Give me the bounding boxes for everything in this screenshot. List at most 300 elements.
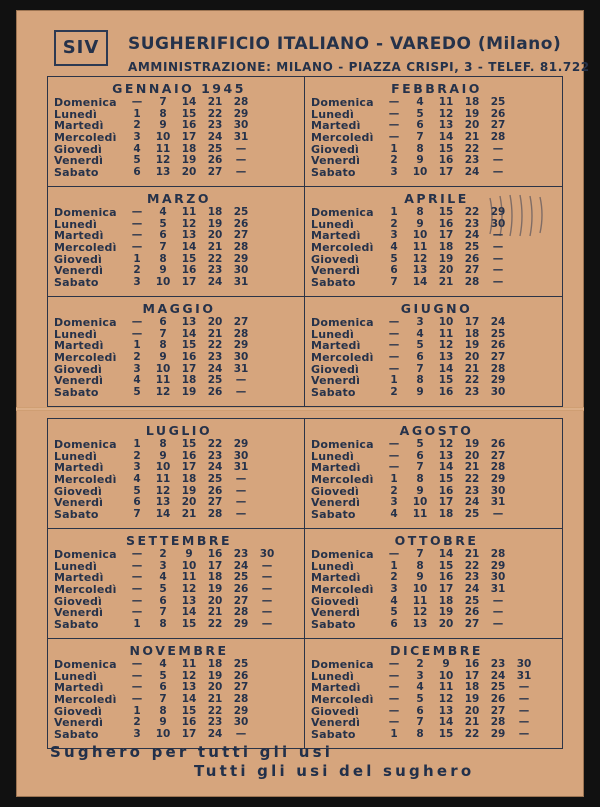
day-number: — [261,618,273,631]
day-number: 12 [438,693,454,706]
day-number: 12 [438,107,454,120]
day-number: 13 [412,618,428,631]
day-number: — [131,548,143,560]
day-number: 26 [207,154,223,167]
day-number: 19 [181,154,197,167]
day-number: — [518,728,530,741]
day-number: 9 [442,658,450,670]
day-number: 28 [490,131,506,144]
weekday-name: Mercoledì [54,351,117,365]
day-number: 5 [133,484,141,497]
weekday-name: Mercoledì [54,473,117,487]
day-number: 26 [233,217,249,230]
weekday-row [311,694,562,706]
day-number: 19 [464,107,480,120]
day-number: 24 [464,496,480,509]
day-number: 14 [412,276,428,289]
day-number: — [492,594,504,607]
weekday-row [311,132,562,144]
day-number: 5 [159,217,167,230]
weekday-name: Lunedì [311,559,354,573]
day-number: 9 [416,484,424,497]
weekday-name: Sabato [54,276,99,290]
day-number: 7 [159,606,167,619]
day-number: 20 [464,119,480,132]
weekday-row [54,729,304,741]
day-number: — [492,241,504,254]
day-number: 27 [207,166,223,179]
day-number: 12 [412,606,428,619]
day-number: 22 [207,704,223,717]
weekday-name: Domenica [54,658,117,671]
day-number: 8 [159,339,167,352]
day-number: 2 [390,154,398,167]
day-number: 17 [464,669,480,682]
month-row [48,638,562,748]
day-number: 20 [207,681,223,694]
day-number: 30 [233,264,249,277]
day-number: 6 [390,618,398,631]
month-block [305,297,562,406]
day-number: — [388,693,400,706]
weekday-name: Giovedì [54,484,103,498]
day-number: — [388,716,400,729]
day-number: 25 [207,374,223,387]
day-number: 10 [412,229,428,242]
weekday-name: Venerdì [311,606,361,620]
weekday-name: Sabato [54,166,99,180]
day-number: 29 [490,374,506,387]
day-number: — [235,496,247,509]
day-number: 22 [207,252,223,265]
weekday-name: Domenica [311,658,374,671]
day-number: 6 [133,166,141,179]
day-number: 7 [416,131,424,144]
day-number: 13 [438,449,454,462]
day-number: — [131,217,143,230]
day-number: 13 [181,681,197,694]
day-number: 3 [133,461,141,474]
day-number: 27 [207,496,223,509]
day-number: 16 [438,386,454,399]
weekday-row [311,352,562,364]
day-number: 12 [181,583,197,596]
weekday-name: Giovedì [54,704,103,718]
siv-logo: SIV [54,30,108,66]
day-number: 14 [438,461,454,474]
weekday-row [311,509,562,521]
day-number: 18 [181,473,197,486]
calendar-grid-second-half [47,418,563,749]
day-number: 6 [416,449,424,462]
month-block [48,529,305,638]
day-number: 10 [181,559,197,572]
day-number: 15 [438,559,454,572]
day-number: 4 [416,327,424,340]
day-number: — [518,681,530,694]
day-number: 25 [464,508,480,521]
day-number: 28 [233,606,249,619]
day-number: 11 [438,96,454,108]
day-number: 22 [464,559,480,572]
day-number: — [388,681,400,694]
day-number: 18 [181,142,197,155]
weekday-name: Lunedì [54,107,97,121]
day-number: 8 [416,142,424,155]
day-number: 12 [412,252,428,265]
month-block [305,529,562,638]
day-number: 21 [207,241,223,254]
day-number: 12 [155,386,171,399]
weekday-name: Domenica [54,96,117,109]
day-number: — [388,316,400,328]
weekday-row [311,549,562,561]
weekday-row [311,474,562,486]
calendar-grid-first-half [47,76,563,407]
day-number: — [492,229,504,242]
day-number: 14 [181,241,197,254]
day-number: 23 [207,449,223,462]
day-number: 7 [416,461,424,474]
day-number: 9 [159,449,167,462]
month-name: APRILE [404,191,469,206]
day-number: — [388,548,400,560]
day-number: 16 [181,716,197,729]
day-number: 22 [207,438,223,450]
weekday-row [54,277,304,289]
day-number: — [131,571,143,584]
day-number: 7 [416,362,424,375]
day-number: 8 [159,438,167,450]
day-number: 1 [133,438,141,450]
day-number: 13 [181,316,197,328]
day-number: 10 [438,669,454,682]
day-number: 28 [490,461,506,474]
month-name: AGOSTO [399,423,474,438]
day-number: 17 [181,362,197,375]
day-number: 24 [464,583,480,596]
company-address: AMMINISTRAZIONE: MILANO - PIAZZA CRISPI, 3 - TELEF. 81.722 [128,60,590,74]
day-number: 8 [416,728,424,741]
weekday-name: Sabato [54,386,99,400]
day-number: 16 [181,264,197,277]
slogan-line-1: Sughero per tutti gli usi [50,743,334,761]
day-number: 24 [207,362,223,375]
month-block [48,187,305,296]
day-number: 19 [464,339,480,352]
day-number: — [235,508,247,521]
day-number: 20 [464,704,480,717]
day-number: — [131,606,143,619]
month-name: SETTEMBRE [125,533,233,548]
day-number: 8 [416,206,424,218]
day-number: 15 [438,142,454,155]
day-number: 27 [464,618,480,631]
day-number: 31 [490,496,506,509]
day-number: 24 [207,728,223,741]
day-number: 15 [181,438,197,450]
day-number: 22 [464,142,480,155]
weekday-name: Domenica [311,206,374,219]
day-number: 8 [159,107,167,120]
day-number: — [388,107,400,120]
day-number: 1 [390,473,398,486]
day-number: 17 [181,461,197,474]
day-number: 15 [181,107,197,120]
weekday-name: Mercoledì [54,131,117,145]
day-number: 12 [438,339,454,352]
day-number: 18 [207,206,223,218]
day-number: 3 [390,229,398,242]
day-number: — [131,594,143,607]
day-number: 11 [412,241,428,254]
day-number: 23 [207,351,223,364]
day-number: 5 [416,438,424,450]
weekday-name: Lunedì [54,449,97,463]
day-number: 7 [416,548,424,560]
weekday-name: Domenica [311,438,374,451]
day-number: 17 [207,559,223,572]
day-number: — [235,166,247,179]
day-number: 28 [233,693,249,706]
day-number: 18 [207,571,223,584]
weekday-name: Lunedì [311,669,354,683]
day-number: — [131,669,143,682]
weekday-row [311,584,562,596]
day-number: 5 [416,693,424,706]
weekday-row [54,659,304,671]
day-number: 21 [207,96,223,108]
day-number: 29 [233,438,249,450]
day-number: 27 [490,704,506,717]
day-number: 6 [416,704,424,717]
day-number: 6 [159,229,167,242]
day-number: 23 [207,716,223,729]
day-number: 23 [464,484,480,497]
day-number: 5 [416,339,424,352]
weekday-name: Martedì [54,681,104,695]
month-block [48,419,305,528]
day-number: 21 [181,508,197,521]
day-number: — [388,438,400,450]
month-block [48,77,305,186]
weekday-row [54,207,304,219]
day-number: 10 [155,461,171,474]
day-number: 21 [464,362,480,375]
day-number: 18 [438,594,454,607]
weekday-row [54,474,304,486]
day-number: 25 [464,241,480,254]
month-row [48,296,562,406]
day-number: 17 [438,496,454,509]
day-number: 19 [438,606,454,619]
month-block [305,639,562,748]
day-number: 4 [133,473,141,486]
weekday-name: Giovedì [54,594,103,608]
day-number: 31 [233,362,249,375]
day-number: 2 [390,217,398,230]
day-number: 18 [464,681,480,694]
weekday-name: Mercoledì [54,693,117,707]
day-number: 4 [133,142,141,155]
day-number: — [131,559,143,572]
day-number: 1 [133,252,141,265]
day-number: 28 [233,96,249,108]
day-number: 26 [490,107,506,120]
day-number: 29 [233,107,249,120]
day-number: 27 [490,449,506,462]
day-number: 10 [155,362,171,375]
day-number: 29 [490,559,506,572]
weekday-name: Martedì [54,571,104,585]
day-number: 8 [416,473,424,486]
day-number: 1 [390,206,398,218]
day-number: 27 [233,229,249,242]
day-number: 1 [133,107,141,120]
day-number: 13 [155,496,171,509]
weekday-name: Mercoledì [311,131,374,145]
day-number: 29 [233,252,249,265]
day-number: 22 [464,374,480,387]
month-block [48,639,305,748]
day-number: 29 [490,728,506,741]
day-number: 6 [133,496,141,509]
day-number: 25 [490,327,506,340]
weekday-row [311,619,562,631]
weekday-name: Domenica [311,548,374,561]
weekday-name: Lunedì [311,217,354,231]
weekday-name: Venerdì [54,496,104,510]
day-number: 11 [155,374,171,387]
day-number: — [131,96,143,108]
day-number: 27 [490,119,506,132]
day-number: 9 [416,386,424,399]
day-number: 20 [181,166,197,179]
day-number: 23 [233,548,249,560]
month-name: NOVEMBRE [129,643,229,658]
day-number: — [261,559,273,572]
day-number: 30 [490,386,506,399]
weekday-name: Giovedì [311,704,360,718]
calendar-card [16,10,590,797]
weekday-row [54,317,304,329]
weekday-name: Martedì [311,339,361,353]
day-number: 24 [490,669,506,682]
day-number: 5 [390,252,398,265]
day-number: 26 [490,693,506,706]
day-number: 26 [464,606,480,619]
day-number: 6 [159,316,167,328]
day-number: — [235,386,247,399]
weekday-name: Lunedì [311,449,354,463]
month-row [48,419,562,528]
weekday-row [311,729,562,741]
day-number: 19 [438,252,454,265]
day-number: 6 [390,264,398,277]
day-number: — [131,316,143,328]
weekday-name: Venerdì [311,374,361,388]
day-number: 30 [516,658,532,670]
day-number: 22 [464,206,480,218]
day-number: 3 [159,559,167,572]
day-number: — [131,327,143,340]
day-number: 16 [438,217,454,230]
day-number: 6 [416,351,424,364]
day-number: — [388,704,400,717]
weekday-name: Sabato [311,728,356,742]
weekday-name: Lunedì [54,559,97,573]
day-number: 2 [390,386,398,399]
weekday-name: Mercoledì [311,351,374,365]
month-block [305,77,562,186]
weekday-name: Martedì [54,119,104,133]
day-number: 2 [133,716,141,729]
day-number: 5 [133,386,141,399]
day-number: — [492,264,504,277]
day-number: — [261,606,273,619]
weekday-row [311,317,562,329]
day-number: 5 [416,107,424,120]
day-number: 20 [207,594,223,607]
day-number: 22 [464,728,480,741]
day-number: 6 [416,119,424,132]
day-number: 19 [181,386,197,399]
day-number: 3 [416,669,424,682]
day-number: 11 [412,594,428,607]
day-number: 1 [390,142,398,155]
day-number: 26 [490,339,506,352]
weekday-name: Venerdì [54,264,104,278]
month-name: DICEMBRE [390,643,483,658]
day-number: 13 [438,704,454,717]
day-number: 30 [233,449,249,462]
day-number: 27 [464,264,480,277]
day-number: 15 [438,728,454,741]
day-number: 24 [207,461,223,474]
day-number: 18 [438,508,454,521]
day-number: 17 [181,276,197,289]
day-number: — [261,571,273,584]
weekday-row [311,387,562,399]
day-number: — [492,154,504,167]
day-number: 2 [133,264,141,277]
day-number: 7 [159,693,167,706]
day-number: 18 [207,658,223,670]
day-number: 7 [159,96,167,108]
day-number: 5 [133,154,141,167]
day-number: 23 [464,154,480,167]
day-number: 17 [438,229,454,242]
day-number: — [388,327,400,340]
day-number: 5 [159,583,167,596]
day-number: 23 [490,658,506,670]
day-number: 15 [181,252,197,265]
day-number: — [131,229,143,242]
weekday-name: Sabato [54,728,99,742]
day-number: 6 [159,594,167,607]
weekday-name: Domenica [54,206,117,219]
weekday-name: Martedì [311,461,361,475]
weekday-name: Mercoledì [311,693,374,707]
day-number: 24 [233,559,249,572]
day-number: 28 [464,276,480,289]
day-number: 30 [490,571,506,584]
day-number: 14 [181,606,197,619]
day-number: 23 [464,571,480,584]
day-number: 26 [207,484,223,497]
day-number: 9 [416,571,424,584]
day-number: 20 [207,316,223,328]
